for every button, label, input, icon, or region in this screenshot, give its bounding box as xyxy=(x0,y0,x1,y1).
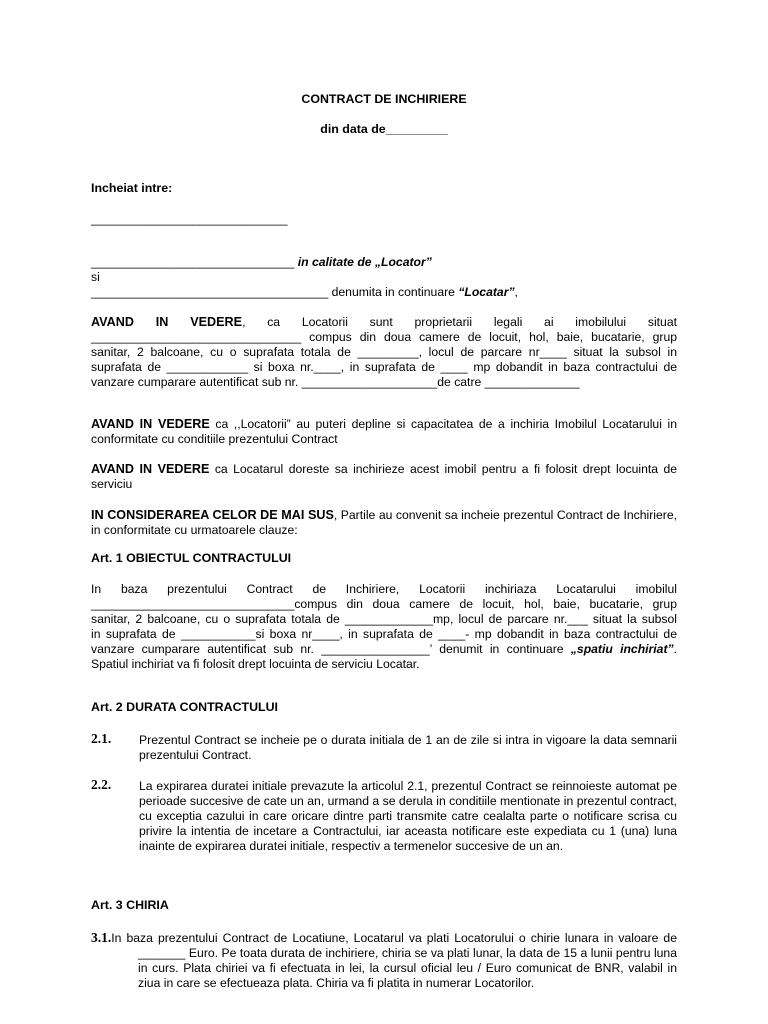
clause-3-1-l1: In baza prezentului Contract de Locatiune, Locatarul va plati Locatorului o chirie lunara in valoare de xyxy=(111,931,677,945)
art1-l5c: . xyxy=(673,642,677,656)
art2-heading: Art. 2 DURATA CONTRACTULUI xyxy=(91,700,278,714)
avand-1-lead: AVAND IN VEDERE xyxy=(91,315,243,329)
art1-l2: ______________________________compus din doua camere de locuit, hol, baie, bucatarie, grup xyxy=(91,597,677,611)
avand-3-lead: AVAND IN VEDERE xyxy=(91,462,210,476)
locator-blank: ______________________________ xyxy=(91,255,295,269)
party1-blank: _____________________________ xyxy=(91,212,288,226)
avand-2-paragraph xyxy=(91,417,677,447)
avand-2-rest: ca ,,Locatorii” au puteri depline si capacitatea de a inchiria Imobilul Locatarului in conformitate cu conditiile prezentului Contract xyxy=(91,417,677,446)
locator-line xyxy=(91,255,432,269)
locatar-suffix: , xyxy=(514,285,518,299)
si-word: si xyxy=(91,270,100,284)
locatar-line xyxy=(91,285,518,299)
locatar-prefix: ___________________________________ denumita in continuare xyxy=(91,285,459,299)
clause-3-1 xyxy=(91,930,677,991)
avand-3-paragraph xyxy=(91,462,677,492)
clause-2-2-text: La expirarea duratei initiale prevazute la articolul 2.1, prezentul Contract se reinnoieste automat pe perioade succesive de cate un an, urmand a se derula in conditiile mentionate in prezentul contract, cu exceptia cazului in care oricare dintre parti transmite catre cealalta parte o notificare scrisa cu privire la intentia de incetare a Contractului, iar aceasta notificare este expediata cu 1 (una) luna inainte de expirarea duratei initiale, respectiv a termenelor succesive de un an. xyxy=(139,779,677,853)
consider-rest: , Partile au convenit sa incheie prezentul Contract de Inchiriere, in conformitate cu urmatoarele clauze: xyxy=(91,508,677,537)
avand-1-paragraph xyxy=(91,315,677,390)
avand-2-lead: AVAND IN VEDERE xyxy=(91,417,210,431)
art1-heading: Art. 1 OBIECTUL CONTRACTULUI xyxy=(91,551,292,565)
clause-3-1-number: 3.1. xyxy=(91,930,112,945)
art1-l5a: vanzare cumparare autentificat sub nr. ________________’ denumit in continuare xyxy=(91,642,571,656)
parties-intro: Incheiat intre: xyxy=(91,181,173,195)
consider-lead: IN CONSIDERAREA CELOR DE MAI SUS xyxy=(91,508,334,522)
clause-2-2-number: 2.2. xyxy=(91,777,112,792)
page-title: CONTRACT DE INCHIRIERE xyxy=(301,92,467,106)
locatar-role: “Locatar” xyxy=(458,285,515,299)
date-line: din data de_________ xyxy=(320,122,448,136)
clause-3-1-rest: _______ Euro. Pe toata durata de inchiriere, chiria se va plati lunar, la data de 15 a lunii pentru luna in curs. Plata chiriei va fi efectuata in lei, la cursul oficial leu / Euro comunicat de BNR, valabil in ziua in care se efectueaza plata. Chiria va fi platita in numerar Locatorilor. xyxy=(138,946,677,990)
spatiu-inchiriat-term: „spatiu inchiriat” xyxy=(570,642,674,656)
art1-l6: Spatiul inchiriat va fi folosit drept locuinta de serviciu Locatar. xyxy=(91,657,420,671)
art1-l1: In baza prezentului Contract de Inchiriere, Locatorii inchiriaza Locatarului imobilul xyxy=(91,582,677,596)
avand-1-l1: , ca Locatorii sunt proprietarii legali ai imobilului situat xyxy=(242,315,677,329)
avand-3-rest: ca Locatarul doreste sa inchirieze acest imobil pentru a fi folosit drept locuinta de serviciu xyxy=(91,462,677,491)
avand-1-l4: suprafata de ____________ si boxa nr.____, in suprafata de ____ mp dobandit in baza contractului de xyxy=(91,360,677,374)
art1-l3: sanitar, 2 balcoane, cu o suprafata totala de _____________mp, locul de parcare nr.___ situat la subsol xyxy=(91,612,677,626)
art3-heading: Art. 3 CHIRIA xyxy=(91,898,169,912)
consider-paragraph xyxy=(91,508,677,538)
avand-1-l3: sanitar, 2 balcoane, cu o suprafata totala de _________, locul de parcare nr____ situat la subsol in xyxy=(91,345,677,359)
avand-1-l5: vanzare cumparare autentificat sub nr. ____________________de catre ______________ xyxy=(91,375,580,389)
locator-role: in calitate de „Locator” xyxy=(297,255,432,269)
art1-paragraph xyxy=(91,582,677,672)
avand-1-l2: _______________________________ compus din doua camere de locuit, hol, baie, bucatarie, grup xyxy=(91,330,677,344)
clause-2-1-number: 2.1. xyxy=(91,731,112,746)
clause-2-1-text: Prezentul Contract se incheie pe o durata initiala de 1 an de zile si intra in vigoare la data semnarii prezentului Contract. xyxy=(139,733,677,762)
art1-l4: in suprafata de ___________si boxa nr____, in suprafata de ____- mp dobandit in baza contractului de xyxy=(91,627,677,641)
